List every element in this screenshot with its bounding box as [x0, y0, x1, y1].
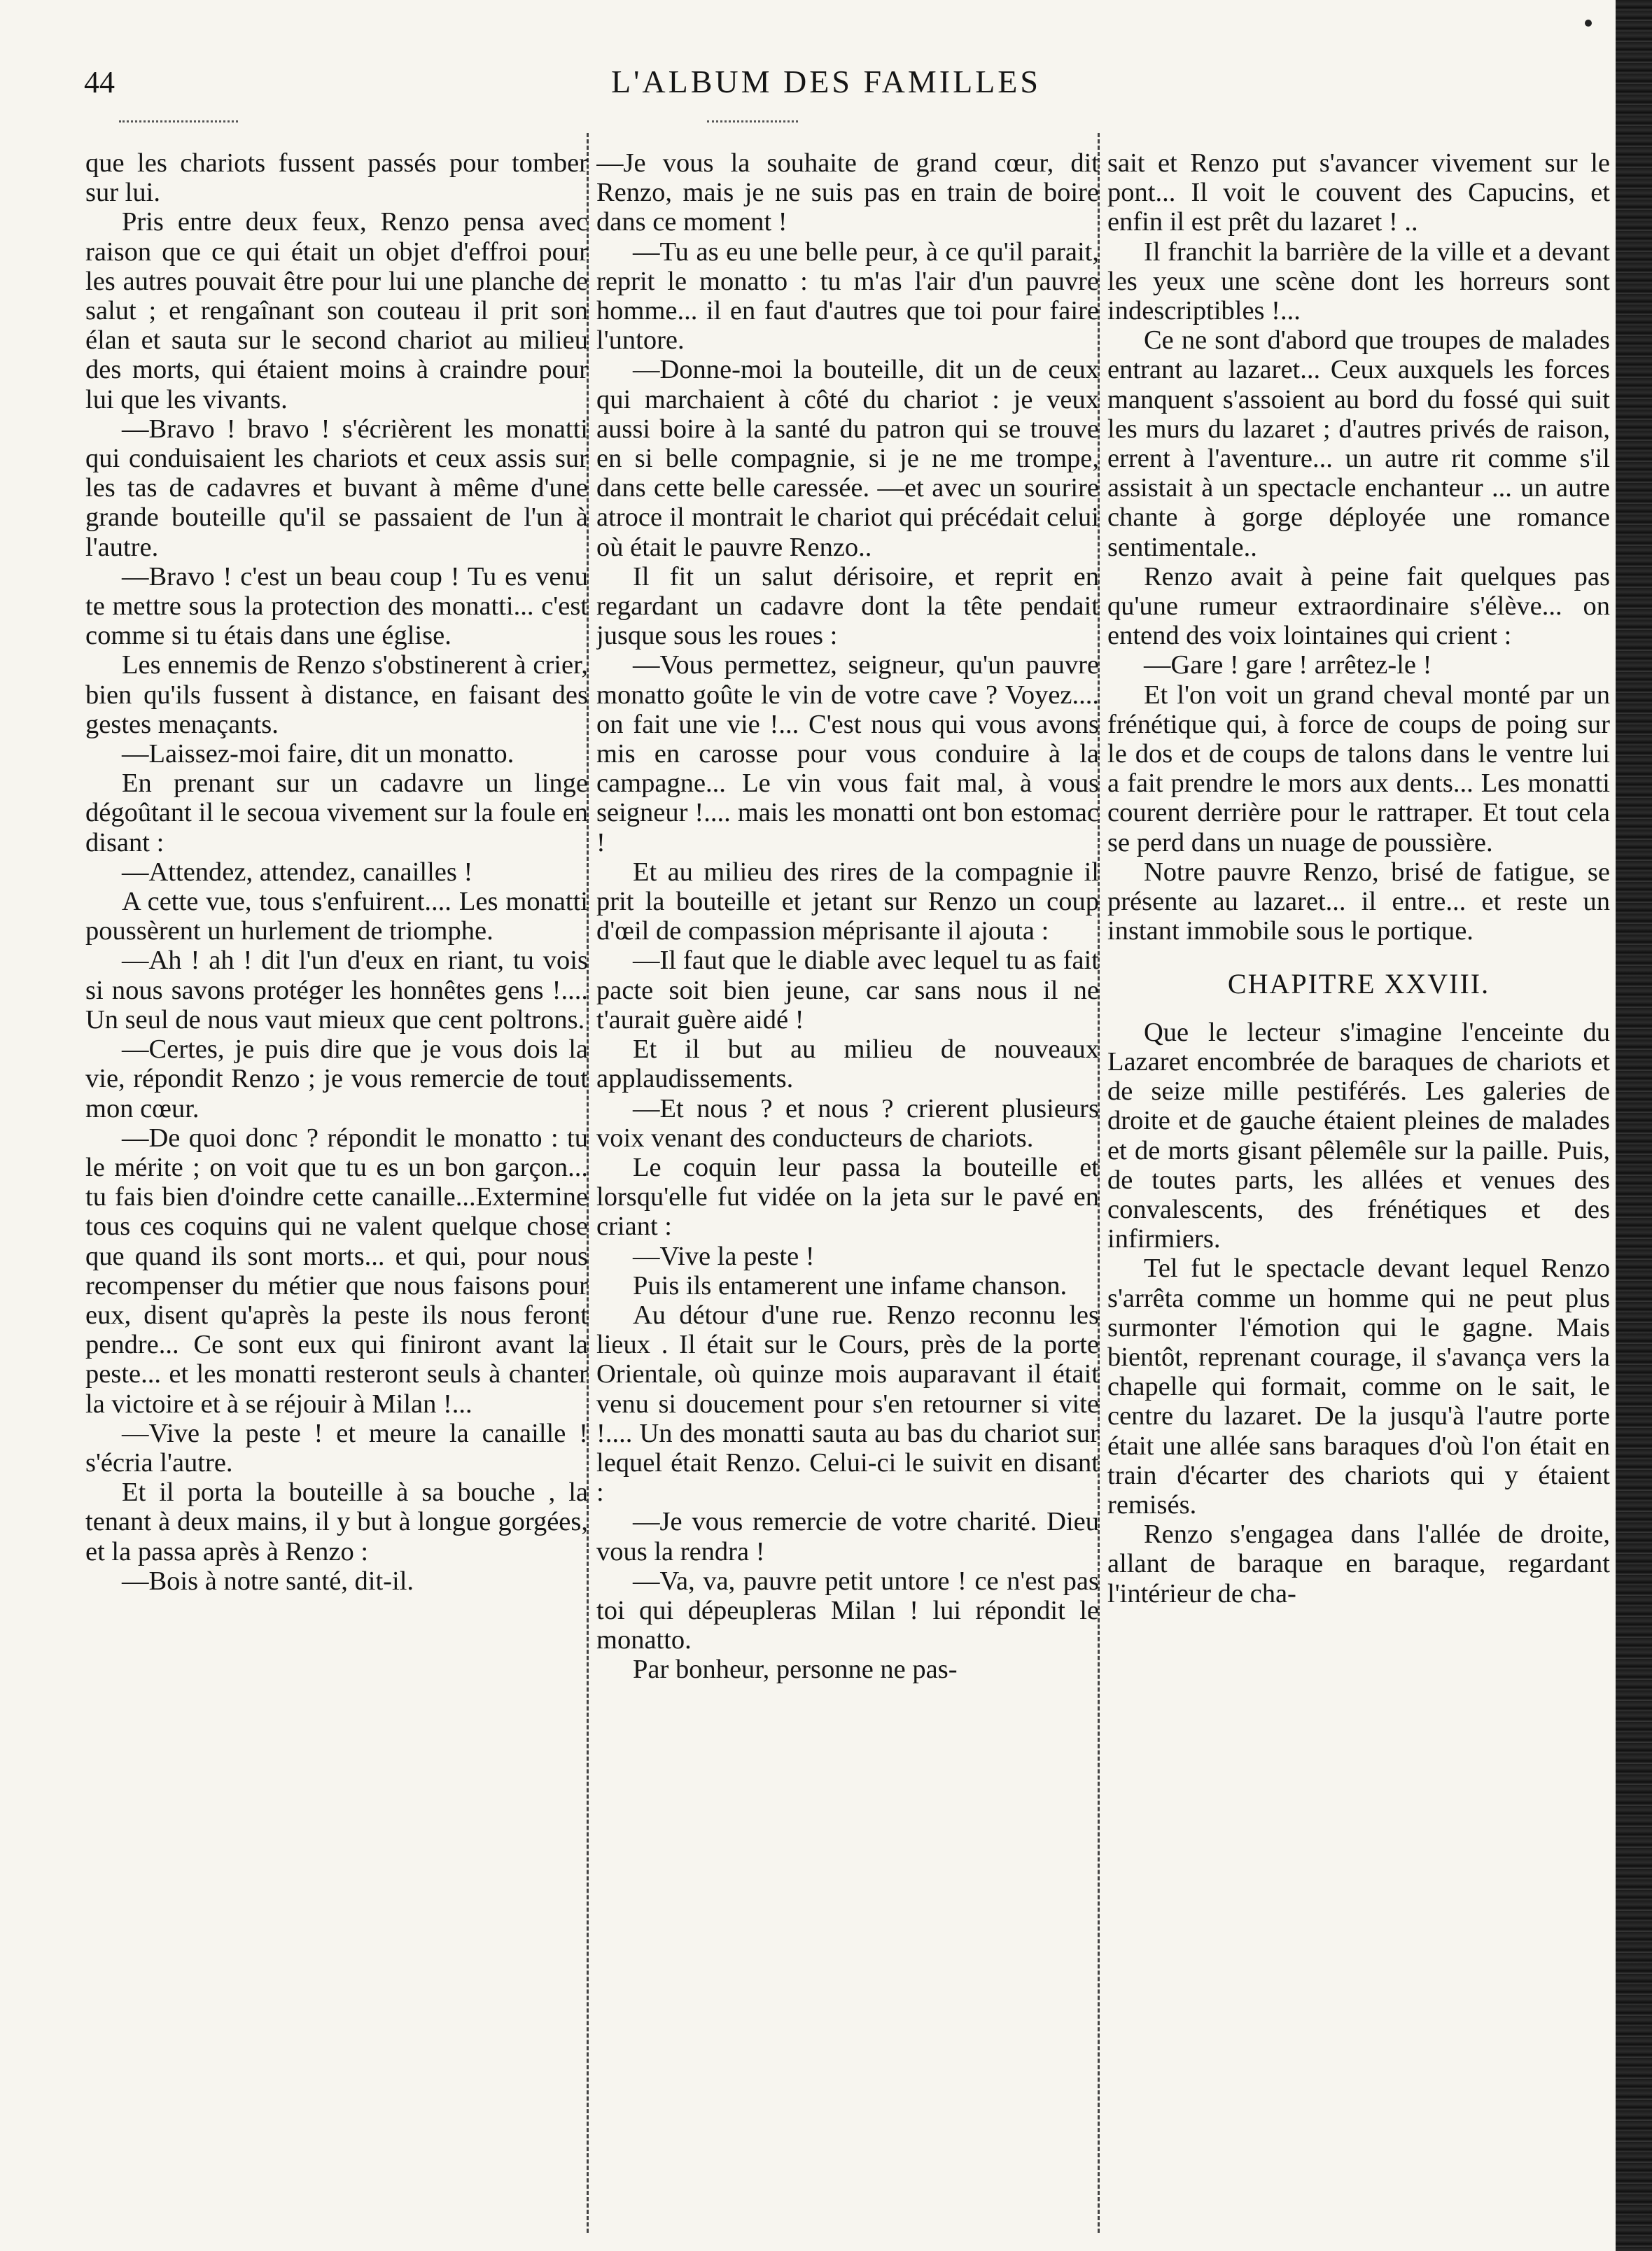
article-paragraph: Et au milieu des rires de la compagnie il prit la bouteille et jetant sur Renzo un coup d'œil de compassion méprisante il ajouta :: [596, 857, 1099, 946]
article-paragraph: Que le lecteur s'imagine l'enceinte du Lazaret encombrée de baraques de chariots et de seize mille pestiférés. Les galeries de droite et de gauche étaient pleines de malades et de morts gisant pêlemêle sur la paille. Puis, de toutes parts, les allées et venues des convalescents, des frénétiques et des infirmiers.: [1107, 1017, 1610, 1254]
article-paragraph: —Vous permettez, seigneur, qu'un pauvre monatto goûte le vin de votre cave ? Voyez.... on fait une vie !... C'est nous qui vous avons mis en carosse pour vous conduire à la campagne... Le vin vous fait mal, à vous seigneur !.... mais les monatti ont bon estomac !: [596, 650, 1099, 857]
header-ornament-left: [119, 120, 238, 122]
article-paragraph: —Je vous remercie de votre charité. Dieu vous la rendra !: [596, 1507, 1099, 1566]
article-paragraph: Puis ils entamerent une infame chanson.: [633, 1270, 1068, 1300]
article-paragraph: —Certes, je puis dire que je vous dois la vie, répondit Renzo ; je vous remercie de tout mon cœur.: [85, 1035, 588, 1123]
article-paragraph: Tel fut le spectacle devant lequel Renzo s'arrêta comme un homme qui ne peut plus surmonter l'émotion qui le gagne. Mais bientôt, reprenant courage, il s'avança vers la chapelle qui formait, comme on le sait, le centre du lazaret. De la jusqu'à l'autre porte était une allée sans baraques d'où l'on était en train d'écarter des chariots qui y étaient remisés.: [1107, 1254, 1610, 1520]
article-paragraph: —Va, va, pauvre petit untore ! ce n'est pas toi qui dépeupleras Milan ! lui répondit le monatto.: [596, 1566, 1099, 1655]
article-paragraph: —Bravo ! c'est un beau coup ! Tu es venu te mettre sous la protection des monatti... c'est comme si tu étais dans une église.: [85, 561, 588, 651]
article-paragraph: —Il faut que le diable avec lequel tu as fait pacte soit bien jeune, car sans nous il ne t'aurait guère aidé !: [596, 946, 1099, 1035]
article-paragraph: Il franchit la barrière de la ville et a devant les yeux une scène dont les horreurs sont indescriptibles !...: [1107, 237, 1610, 326]
article-paragraph: —De quoi donc ? répondit le monatto : tu le mérite ; on voit que tu es un bon garçon... tu fais bien d'oindre cette canaille...Extermine tous ces coquins qui ne valent quelque chose que quand ils sont morts... et qui, pour nous recompenser du métier que nous faisons pour eux, disent qu'après la peste ils nous feront pendre... Ce sont eux qui finiront avant la peste... et les monatti resteront seuls à chanter la victoire et à se réjouir à Milan !...: [85, 1123, 588, 1419]
chapter-heading: CHAPITRE XXVIII.: [1227, 968, 1490, 1000]
article-paragraph: —Je vous la souhaite de grand cœur, dit Renzo, mais je ne suis pas en train de boire dans ce moment !: [596, 148, 1099, 237]
scan-speck: [1585, 20, 1592, 27]
article-paragraph: —Bois à notre santé, dit-il.: [122, 1566, 414, 1596]
article-paragraph: Ce ne sont d'abord que troupes de malades entrant au lazaret... Ceux auxquels les forces manquent s'assoient au bord du fossé qui suit les murs du lazaret ; d'autres privés de raison, errent à l'aventure... un autre rit comme s'il assistait à un spectacle enchanteur ... un autre chante à gorge déployée une romance sentimentale..: [1107, 325, 1610, 562]
text-column-1: [85, 148, 588, 2231]
article-paragraph: —Laissez-moi faire, dit un monatto.: [122, 739, 514, 769]
article-paragraph: Par bonheur, personne ne pas-: [633, 1655, 958, 1685]
header-ornament-center: [707, 120, 798, 122]
article-paragraph: —Vive la peste !: [633, 1241, 815, 1271]
article-paragraph: —Donne-moi la bouteille, dit un de ceux qui marchaient à côté du chariot : je veux aussi boire à la santé du patron qui se trouve en si belle compagnie, si je ne me trompe, dans cette belle caressée. —et avec un sourire atroce il montrait le chariot qui précédait celui où était le pauvre Renzo..: [596, 355, 1099, 562]
article-paragraph: —Ah ! ah ! dit l'un d'eux en riant, tu vois si nous savons protéger les honnêtes gens !.... Un seul de nous vaut mieux que cent poltrons.: [85, 946, 588, 1035]
article-paragraph: Renzo s'engagea dans l'allée de droite, allant de baraque en baraque, regardant l'intérieur de cha-: [1107, 1520, 1610, 1608]
article-paragraph: Et il porta la bouteille à sa bouche , la tenant à deux mains, il y but à longue gorgées, et la passa après à Renzo :: [85, 1478, 588, 1566]
text-column-3: [1107, 148, 1610, 2231]
scanned-page-edge: [1616, 0, 1652, 2251]
article-paragraph: Et il but au milieu de nouveaux applaudissements.: [596, 1035, 1099, 1094]
article-paragraph: Notre pauvre Renzo, brisé de fatigue, se présente au lazaret... il entre... et reste un instant immobile sous le portique.: [1107, 857, 1610, 946]
article-paragraph: —Gare ! gare ! arrêtez-le !: [1144, 650, 1432, 680]
article-paragraph: —Attendez, attendez, canailles !: [122, 857, 473, 887]
article-paragraph: —Vive la peste ! et meure la canaille ! s'écria l'autre.: [85, 1418, 588, 1478]
article-paragraph: —Tu as eu une belle peur, à ce qu'il parait, reprit le monatto : tu m'as l'air d'un pauvre homme... il en faut d'autres que toi pour faire l'untore.: [596, 237, 1099, 356]
article-paragraph: En prenant sur un cadavre un linge dégoûtant il le secoua vivement sur la foule en disant :: [85, 769, 588, 857]
article-paragraph: A cette vue, tous s'enfuirent.... Les monatti poussèrent un hurlement de triomphe.: [85, 887, 588, 946]
article-paragraph: Au détour d'une rue. Renzo reconnu les lieux . Il était sur le Cours, près de la porte Orientale, où quinze mois auparavant il était venu si doucement pour s'en retourner si vite !.... Un des monatti sauta au bas du chariot sur lequel était Renzo. Celui-ci le suivit en disant :: [596, 1300, 1099, 1508]
text-column-2: [596, 148, 1099, 2231]
page-number: 44: [84, 65, 115, 99]
article-paragraph: Les ennemis de Renzo s'obstinerent à crier, bien qu'ils fussent à distance, en faisant des gestes menaçants.: [85, 650, 588, 739]
article-paragraph: —Et nous ? et nous ? crierent plusieurs voix venant des conducteurs de chariots.: [596, 1093, 1099, 1153]
article-paragraph: que les chariots fussent passés pour tomber sur lui.: [85, 148, 588, 208]
article-paragraph: Et l'on voit un grand cheval monté par un frénétique qui, à force de coups de poing sur le dos et de coups de talons dans le ventre lui a fait prendre le mors aux dents... Les monatti courent derrière pour le rattraper. Et tout cela se perd dans un nuage de poussière.: [1107, 680, 1610, 857]
article-paragraph: Pris entre deux feux, Renzo pensa avec raison que ce qui était un objet d'effroi pour les autres pouvait être pour lui une planche de salut ; et rengaînant son couteau il prit son élan et sauta sur le second chariot au milieu des morts, qui étaient moins à craindre pour lui que les vivants.: [85, 207, 588, 414]
article-paragraph: sait et Renzo put s'avancer vivement sur le pont... Il voit le couvent des Capucins, et enfin il est prêt du lazaret ! ..: [1107, 148, 1610, 237]
article-paragraph: Il fit un salut dérisoire, et reprit en regardant un cadavre dont la tête pendait jusque sous les roues :: [596, 561, 1099, 651]
article-paragraph: Le coquin leur passa la bouteille et lorsqu'elle fut vidée on la jeta sur le pavé en criant :: [596, 1152, 1099, 1242]
running-title: L'ALBUM DES FAMILLES: [611, 64, 1041, 99]
article-paragraph: —Bravo ! bravo ! s'écrièrent les monatti qui conduisaient les chariots et ceux assis sur les tas de cadavres et buvant à même d'une grande bouteille qu'il se passaient de l'un à l'autre.: [85, 414, 588, 562]
article-paragraph: Renzo avait à peine fait quelques pas qu'une rumeur extraordinaire s'élève... on entend des voix lointaines qui crient :: [1107, 561, 1610, 651]
